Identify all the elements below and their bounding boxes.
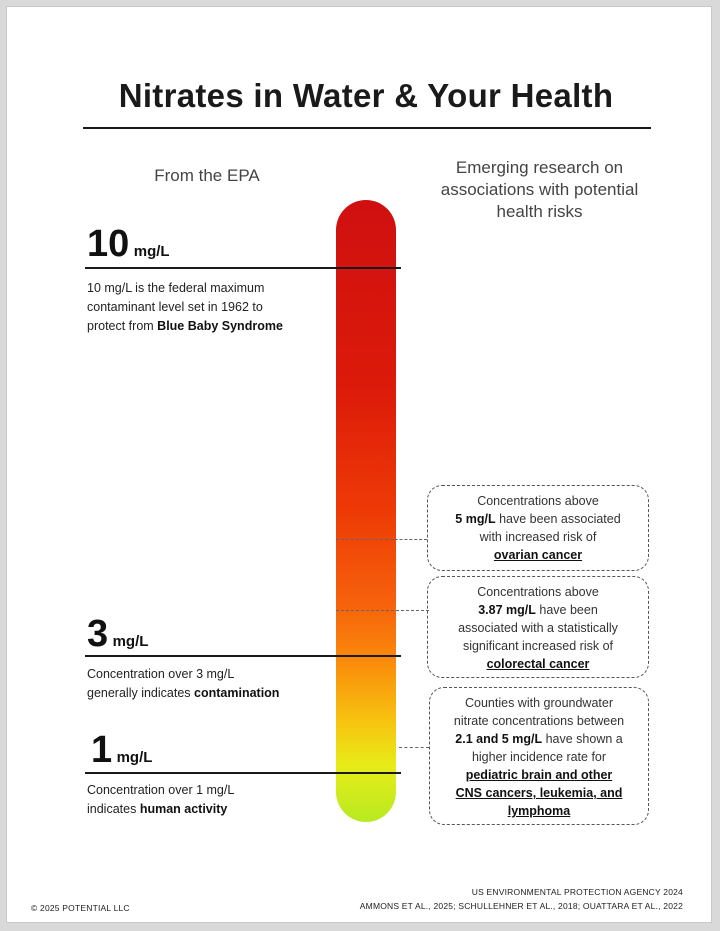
level-3-description: Concentration over 3 mg/L generally indicates contamination xyxy=(87,667,280,700)
level-1-number: 1 xyxy=(91,729,113,771)
research-box-ovarian: Concentrations above 5 mg/L have been associated with increased risk of ovarian cancer xyxy=(427,485,649,571)
page-title: Nitrates in Water & Your Health xyxy=(118,77,614,114)
source-citation-epa: US ENVIRONMENTAL PROTECTION AGENCY 2024 xyxy=(471,887,683,897)
level-1-line xyxy=(85,772,401,774)
level-10-unit: mg/L xyxy=(133,243,170,260)
connector-5mg xyxy=(336,539,427,540)
source-citations-research: AMMONS ET AL., 2025; SCHULLEHNER ET AL., 2018; OUATTARA ET AL., 2022 xyxy=(359,901,683,911)
level-10-description: 10 mg/L is the federal maximum contaminant level set in 1962 to protect from Blue Baby Syndrome xyxy=(87,281,283,333)
level-1-label xyxy=(91,729,152,772)
level-1-unit: mg/L xyxy=(116,749,153,766)
level-3-label xyxy=(87,613,148,656)
level-3-number: 3 xyxy=(87,613,109,655)
nitrate-thermometer-bar xyxy=(336,200,396,822)
level-10-line xyxy=(85,267,401,269)
research-box-colorectal: Concentrations above 3.87 mg/L have been associated with a statistically significant increased risk of colorectal cancer xyxy=(427,576,649,678)
title-underline xyxy=(83,127,651,129)
connector-2-1mg xyxy=(399,747,429,748)
right-column-header: Emerging research on associations with potential health risks xyxy=(440,158,639,221)
research-box-pediatric: Counties with groundwater nitrate concentrations between 2.1 and 5 mg/L have shown a higher incidence rate for pediatric brain and other CNS cancers, leukemia, and lymphoma xyxy=(429,687,649,825)
level-3-line xyxy=(85,655,401,657)
copyright-text: © 2025 POTENTIAL LLC xyxy=(31,903,130,913)
infographic-page xyxy=(6,6,712,923)
level-10-label xyxy=(87,223,170,266)
level-10-number: 10 xyxy=(87,223,130,265)
level-3-unit: mg/L xyxy=(112,633,149,650)
left-column-header: From the EPA xyxy=(154,166,260,185)
connector-3-87mg xyxy=(336,610,429,611)
level-1-description: Concentration over 1 mg/L indicates human activity xyxy=(87,783,235,816)
